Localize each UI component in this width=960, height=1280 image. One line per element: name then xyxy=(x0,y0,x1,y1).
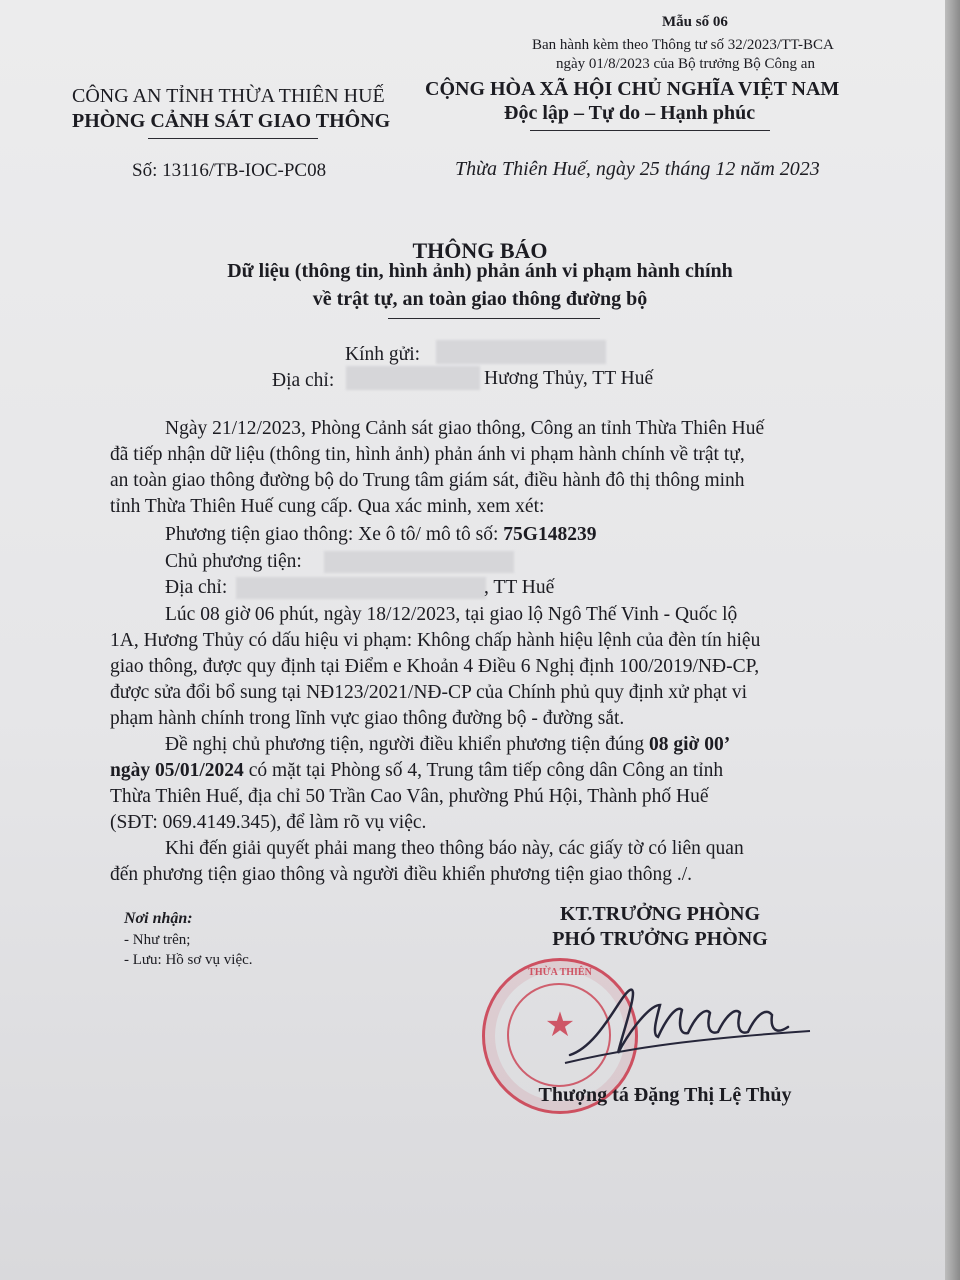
address-label: Địa chỉ: xyxy=(272,370,335,391)
signer-name: Thượng tá Đặng Thị Lệ Thủy xyxy=(538,1084,792,1106)
recipient-label: Kính gửi: xyxy=(345,344,421,365)
body-p1-line2: đã tiếp nhận dữ liệu (thông tin, hình ảnh) phản ánh vi phạm hành chính về trật tự, xyxy=(110,444,745,465)
body-p3-line4: (SĐT: 069.4149.345), để làm rõ vụ việc. xyxy=(110,812,427,833)
body-p2-line2: 1A, Hương Thủy có dấu hiệu vi phạm: Không chấp hành hiệu lệnh của đèn tín hiệu xyxy=(110,630,761,651)
form-number: Mẫu số 06 xyxy=(662,14,728,30)
vehicle-label: Phương tiện giao thông: Xe ô tô/ mô tô số: xyxy=(165,524,499,545)
redacted-recipient xyxy=(436,340,606,364)
address-value: Hương Thủy, TT Huế xyxy=(484,368,654,389)
country-name: CỘNG HÒA XÃ HỘI CHỦ NGHĨA VIỆT NAM xyxy=(425,78,840,100)
document-subtitle-2: về trật tự, an toàn giao thông đường bộ xyxy=(312,288,648,310)
appointment-date: ngày 05/01/2024 xyxy=(110,760,244,781)
redacted-owner-address xyxy=(236,577,486,599)
body-p1-line1: Ngày 21/12/2023, Phòng Cảnh sát giao thông, Công an tỉnh Thừa Thiên Huế xyxy=(165,418,765,439)
owner-label: Chủ phương tiện: xyxy=(165,551,302,572)
body-p1-line4: tỉnh Thừa Thiên Huế cung cấp. Qua xác minh, xem xét: xyxy=(110,496,545,517)
agency-name: CÔNG AN TỈNH THỪA THIÊN HUẾ xyxy=(72,85,385,107)
form-issued-line-1: Ban hành kèm theo Thông tư số 32/2023/TT-BCA xyxy=(532,37,834,53)
redacted-address xyxy=(346,366,480,390)
body-p3-line1-text: Đề nghị chủ phương tiện, người điều khiển phương tiện đúng xyxy=(165,734,645,755)
owner-address-value: , TT Huế xyxy=(484,577,555,598)
seal-star-icon: ★ xyxy=(544,1007,576,1044)
body-p3-line3: Thừa Thiên Huế, địa chỉ 50 Trần Cao Vân, phường Phú Hội, Thành phố Huế xyxy=(110,786,709,807)
form-issued-line-2: ngày 01/8/2023 của Bộ trưởng Bộ Công an xyxy=(556,56,815,72)
place-date: Thừa Thiên Huế, ngày 25 tháng 12 năm 2023 xyxy=(455,158,820,180)
department-underline xyxy=(148,138,318,139)
body-p1-line3: an toàn giao thông đường bộ do Trung tâm giám sát, điều hành đô thị thông minh xyxy=(110,470,745,491)
appointment-time: 08 giờ 00’ xyxy=(649,734,731,755)
body-p3-line2-text: có mặt tại Phòng số 4, Trung tâm tiếp công dân Công an tỉnh xyxy=(248,760,724,781)
page-edge xyxy=(945,0,960,1280)
sign-role-2: PHÓ TRƯỞNG PHÒNG xyxy=(552,928,768,950)
sign-role-1: KT.TRƯỞNG PHÒNG xyxy=(560,903,760,925)
vehicle-plate: 75G148239 xyxy=(503,524,597,545)
vehicle-line xyxy=(165,522,596,548)
document-number: Số: 13116/TB-IOC-PC08 xyxy=(132,160,327,181)
body-p2-line3: giao thông, được quy định tại Điểm e Khoản 4 Điều 6 Nghị định 100/2019/NĐ-CP, xyxy=(110,656,760,677)
body-p3-line2 xyxy=(110,758,723,784)
recipients-title: Nơi nhận: xyxy=(124,910,193,927)
seal-text: THỪA THIÊN xyxy=(528,967,592,978)
department-name: PHÒNG CẢNH SÁT GIAO THÔNG xyxy=(72,110,391,132)
document-title: THÔNG BÁO xyxy=(412,238,548,263)
motto-underline xyxy=(530,130,770,131)
body-p2-line1: Lúc 08 giờ 06 phút, ngày 18/12/2023, tại giao lộ Ngô Thế Vinh - Quốc lộ xyxy=(165,604,738,625)
signature xyxy=(560,975,820,1075)
body-p2-line4: được sửa đổi bổ sung tại NĐ123/2021/NĐ-CP của Chính phủ quy định xử phạt vi xyxy=(110,682,748,703)
recipient-1: - Như trên; xyxy=(124,932,191,948)
redacted-owner xyxy=(324,551,514,573)
body-p2-line5: phạm hành chính trong lĩnh vực giao thông đường bộ - đường sắt. xyxy=(110,708,625,729)
recipient-2: - Lưu: Hồ sơ vụ việc. xyxy=(124,952,253,968)
national-motto: Độc lập – Tự do – Hạnh phúc xyxy=(504,102,756,124)
document-subtitle-1: Dữ liệu (thông tin, hình ảnh) phản ánh vi phạm hành chính xyxy=(227,260,733,282)
body-p4-line1: Khi đến giải quyết phải mang theo thông báo này, các giấy tờ có liên quan xyxy=(165,838,744,859)
body-p3-line1 xyxy=(165,732,730,758)
owner-address-label: Địa chỉ: xyxy=(165,577,228,598)
subtitle-underline xyxy=(388,318,600,319)
body-p4-line2: đến phương tiện giao thông và người điều khiển phương tiện giao thông ./. xyxy=(110,864,693,885)
